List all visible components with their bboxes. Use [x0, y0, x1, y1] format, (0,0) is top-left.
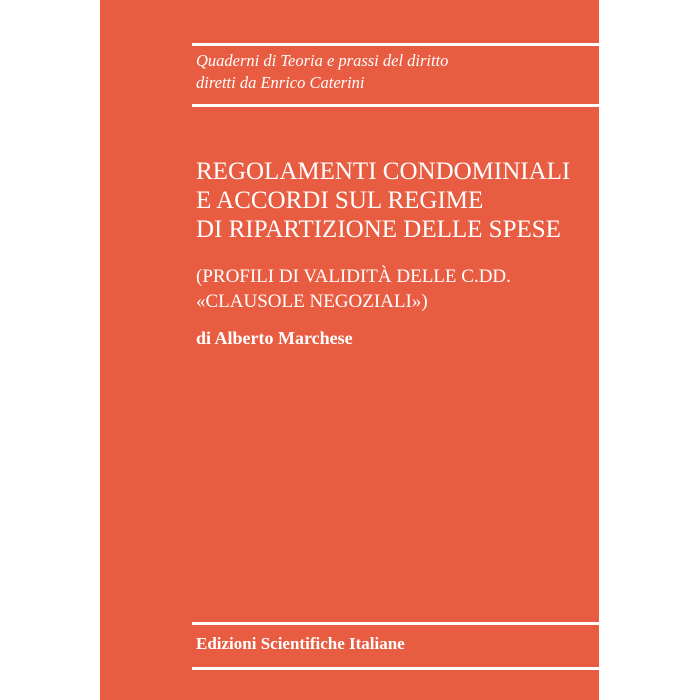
top-rule-lower [192, 104, 599, 107]
author-name: di Alberto Marchese [196, 328, 353, 348]
series-editor: diretti da Enrico Caterini [196, 73, 365, 92]
title-line-2: E ACCORDI SUL REGIME [196, 187, 484, 214]
title-line-1: REGOLAMENTI CONDOMINIALI [196, 158, 571, 185]
bottom-rule-upper [192, 622, 599, 625]
book-title [196, 157, 570, 244]
subtitle-line-1: (PROFILI DI VALIDITÀ DELLE C.DD. [196, 266, 511, 287]
book-cover [100, 0, 599, 700]
series-title: Quaderni di Teoria e prassi del diritto [196, 51, 449, 70]
book-subtitle [196, 264, 511, 314]
bottom-rule-lower [192, 667, 599, 670]
title-line-3: DI RIPARTIZIONE DELLE SPESE [196, 216, 561, 243]
publisher-name: Edizioni Scientifiche Italiane [196, 634, 405, 653]
top-rule-upper [192, 43, 599, 46]
series-header [196, 50, 448, 94]
subtitle-line-2: «CLAUSOLE NEGOZIALI») [196, 291, 428, 312]
